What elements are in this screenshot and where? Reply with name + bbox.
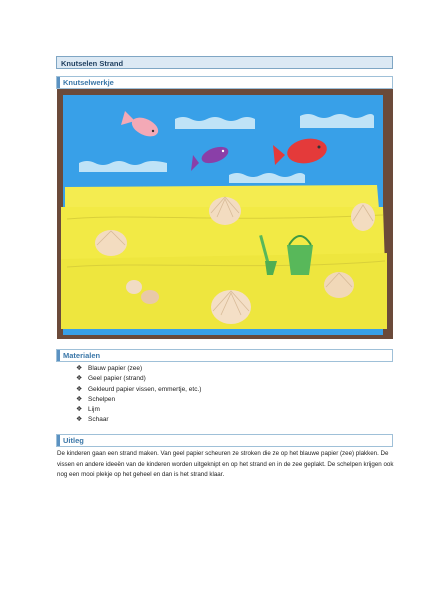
diamond-bullet-icon: ❖ [76, 375, 83, 383]
materials-list [76, 364, 201, 426]
section-heading-materialen: Materialen [56, 349, 393, 362]
list-item: ❖ Schelpen [76, 395, 201, 405]
diamond-bullet-icon: ❖ [76, 385, 83, 393]
craft-photo [57, 89, 393, 339]
diamond-bullet-icon: ❖ [76, 365, 83, 372]
list-item: ❖ Geel papier (strand) [76, 374, 201, 384]
diamond-bullet-icon: ❖ [76, 406, 83, 414]
shell [324, 272, 354, 298]
wave-strip [79, 161, 167, 172]
section-heading-uitleg: Uitleg [56, 434, 393, 447]
instructions-paragraph: De kinderen gaan een strand maken. Van geel papier scheuren ze stroken die ze op het blauwe papier (zee) plakken. De vissen en andere ideeën van de kinderen worden uitgeknipt en op het strand en in de zee geplakt. De schelpen krijgen ook nog een mooi plekje op het geheel en dan is het strand klaar. [57, 450, 394, 478]
diamond-bullet-icon: ❖ [76, 395, 83, 403]
shell [351, 203, 375, 231]
list-item: ❖ Schaar [76, 415, 201, 425]
page-title: Knutselen Strand [56, 56, 393, 69]
shell [95, 230, 127, 256]
list-item: ❖ Blauw papier (zee) [76, 364, 201, 374]
list-item: ❖ Gekleurd papier vissen, emmertje, etc.) [76, 385, 201, 395]
shell [209, 197, 241, 225]
section-heading-knutselwerkje: Knutselwerkje [56, 76, 393, 89]
shell [211, 290, 251, 324]
list-item: ❖ Lijm [76, 405, 201, 415]
wave-strip [175, 117, 255, 129]
diamond-bullet-icon: ❖ [76, 416, 83, 424]
